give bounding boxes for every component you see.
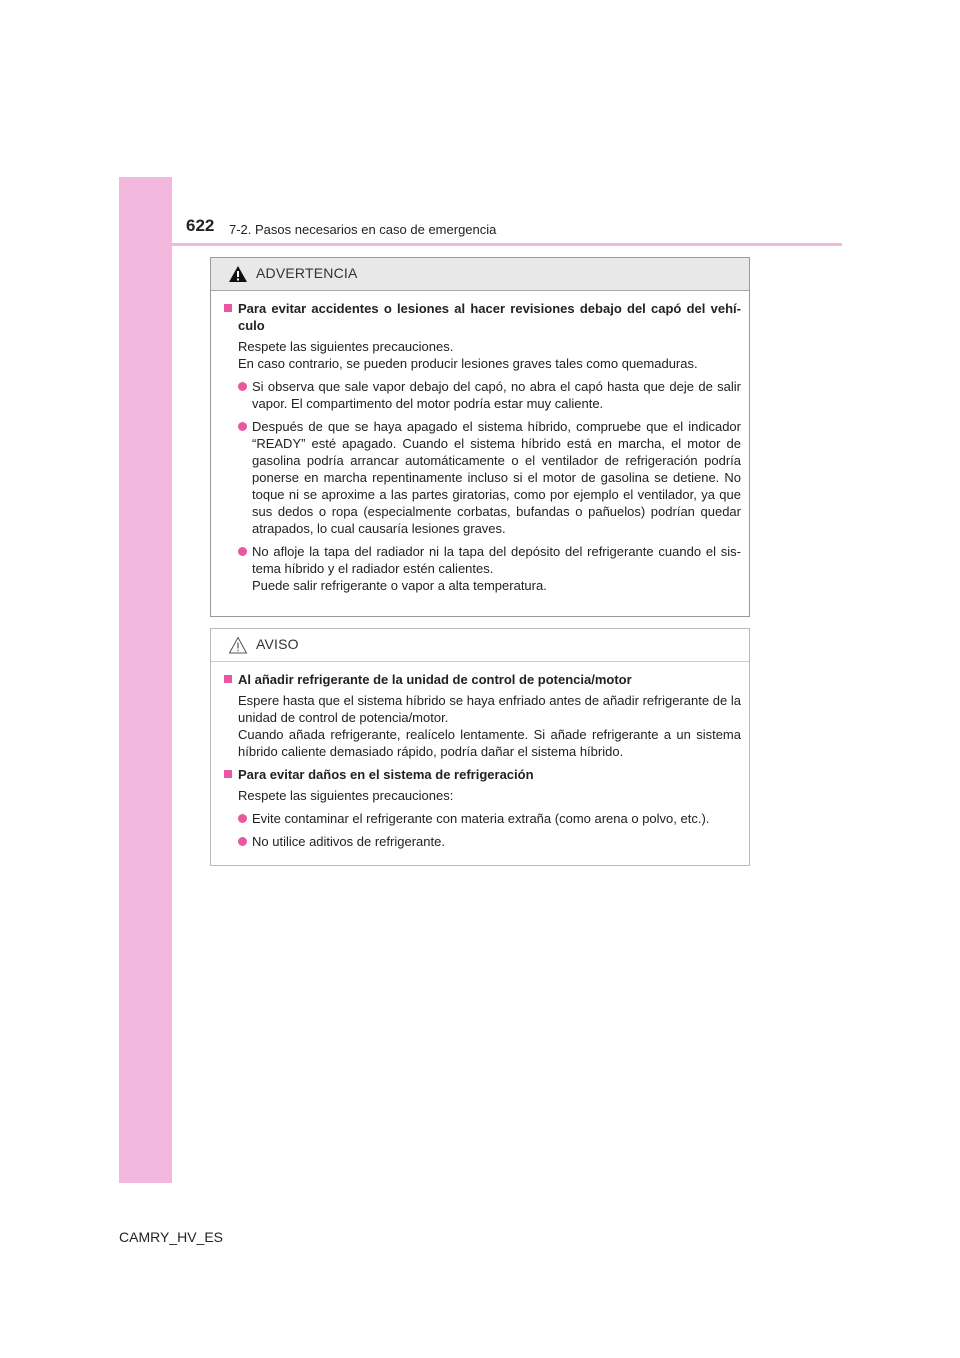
notice-label: AVISO [256, 636, 299, 652]
square-bullet-icon [224, 675, 232, 683]
footer-code: CAMRY_HV_ES [119, 1229, 224, 1245]
caution-triangle-icon [228, 636, 248, 654]
round-bullet-icon [238, 382, 247, 391]
round-bullet-icon [238, 422, 247, 431]
section-title: 7-2. Pasos necesarios en caso de emergencia [229, 222, 497, 237]
warning-bullet: Después de que se haya apagado el sistema híbrido, compruebe que el indicador “READY” esté apagado. Cuando el sistema híbrido está en marcha, el motor de gasolina podría arrancar automáticamente o el ventilador de refrigeración podría ponerse en marcha repentinamente incluso si el motor de gasolina se detiene. No toque ni se aproxime a las partes giratorias, como por ejemplo el ventilador, ya que sus dedos o ropa (especialmente corbatas, bufandas o pañuelos) podrían quedar atrapados, lo cual causaría lesiones graves. [222, 418, 741, 537]
warning-header [211, 258, 749, 291]
notice-heading: Al añadir refrigerante de la unidad de control de potencia/motor [222, 671, 741, 688]
notice-bullet: Evite contaminar el refrigerante con materia extraña (como arena o polvo, etc.). [222, 810, 741, 827]
warning-label: ADVERTENCIA [256, 265, 358, 281]
warning-box [210, 257, 750, 617]
warning-triangle-icon [228, 265, 248, 283]
square-bullet-icon [224, 770, 232, 778]
notice-heading: Para evitar daños en el sistema de refrigeración [222, 766, 741, 783]
notice-paragraph: Espere hasta que el sistema híbrido se haya enfriado antes de añadir refrigerante de la unidad de control de potencia/motor. Cuando añada refrigerante, realícelo lentamente. Si añade refrigerante a un sistema híbrido caliente demasiado rápido, podría dañar el sistema híbrido. [238, 693, 741, 759]
warning-body [211, 291, 749, 594]
notice-box [210, 628, 750, 866]
notice-paragraph: Respete las siguientes precauciones: [238, 788, 454, 803]
round-bullet-icon [238, 837, 247, 846]
notice-body [211, 662, 749, 850]
notice-header [211, 629, 749, 662]
header-rule [119, 243, 842, 246]
warning-bullet: Si observa que sale vapor debajo del capó, no abra el capó hasta que deje de salir vapor. El compartimento del motor podría estar muy caliente. [222, 378, 741, 412]
round-bullet-icon [238, 814, 247, 823]
round-bullet-icon [238, 547, 247, 556]
page-number: 622 [186, 216, 215, 235]
warning-heading: Para evitar accidentes o lesiones al hacer revisiones debajo del capó del vehí-culo [222, 300, 741, 334]
square-bullet-icon [224, 304, 232, 312]
notice-bullet: No utilice aditivos de refrigerante. [222, 833, 741, 850]
warning-bullet: No afloje la tapa del radiador ni la tapa del depósito del refrigerante cuando el sis-tema híbrido y el radiador estén calientes. Puede salir refrigerante o vapor a alta temperatura. [222, 543, 741, 594]
side-color-band [119, 177, 172, 1183]
warning-intro: Respete las siguientes precauciones. En caso contrario, se pueden producir lesiones graves tales como quemaduras. [238, 339, 698, 371]
